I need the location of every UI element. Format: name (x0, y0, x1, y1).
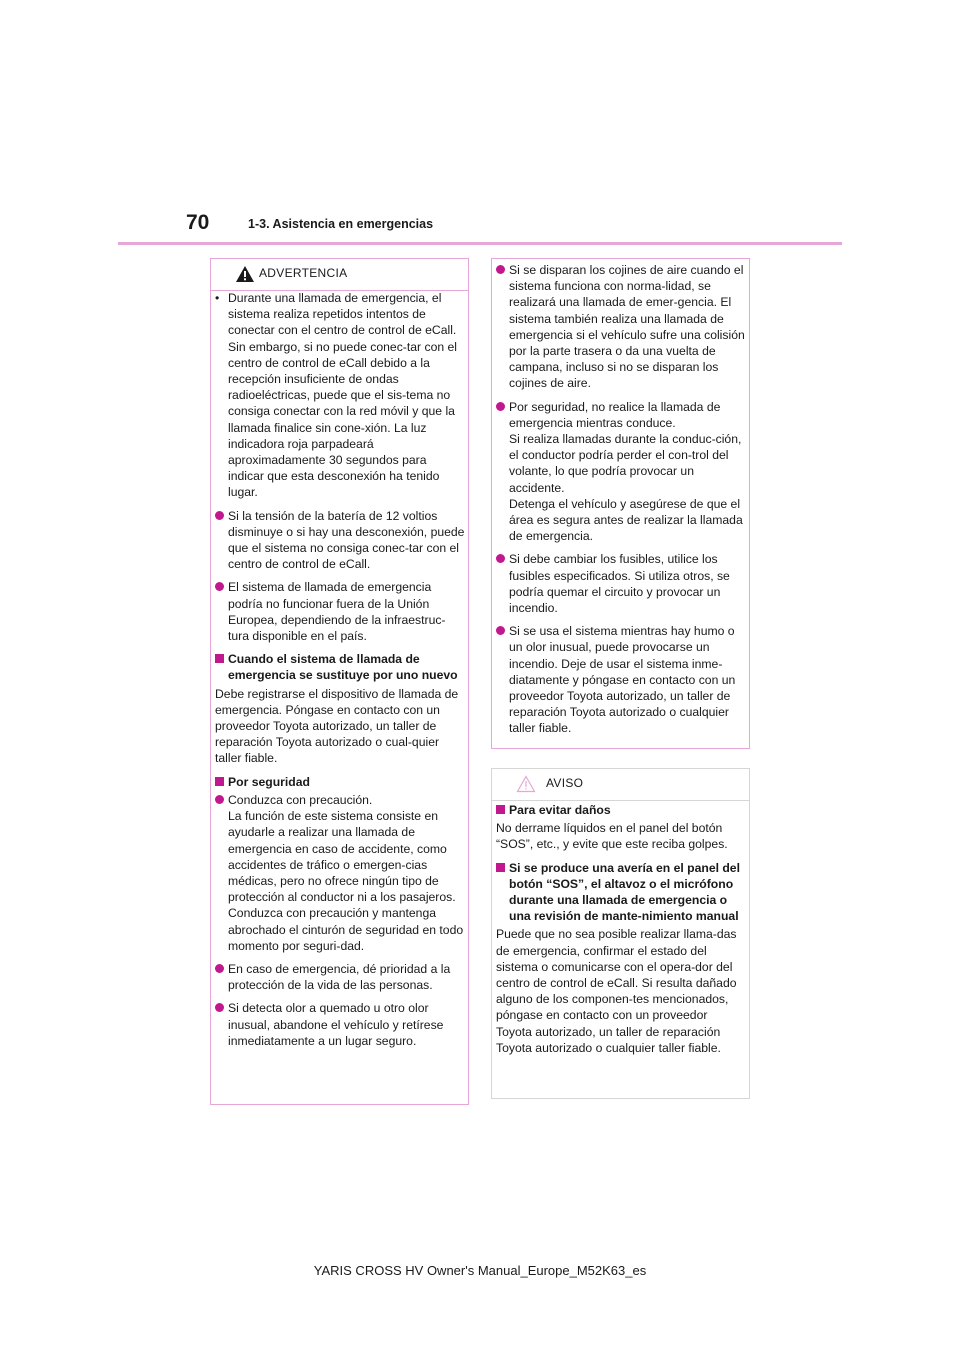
circle-bullet-icon (496, 554, 505, 563)
circle-bullet-icon (215, 964, 224, 973)
circle-bullet-icon (215, 511, 224, 520)
notice-content (496, 802, 746, 1063)
heading-text: Para evitar daños (509, 803, 611, 817)
list-item-text: Si debe cambiar los fusibles, utilice los fusibles especificados. Si utiliza otros, se podría quemar el circuito y provocar un incendio. (509, 552, 730, 616)
bullet-marker: • (215, 291, 220, 305)
page-number: 70 (186, 211, 210, 234)
subsection-heading (496, 860, 746, 925)
warning-right-content (496, 262, 746, 744)
square-bullet-icon (496, 863, 505, 872)
list-item-text: Detenga el vehículo y asegúrese de que el área es segura antes de realizar la llamada de emergencia. (509, 496, 743, 544)
warning-title: ADVERTENCIA (259, 266, 348, 280)
paragraph: Debe registrarse el dispositivo de llamada de emergencia. Póngase en contacto con un proveedor Toyota autorizado, un taller de reparación Toyota autorizado o cual-quier taller fiable. (215, 686, 459, 766)
list-item-text: Si detecta olor a quemado u otro olor inusual, abandone el vehículo y retírese inmediatamente a un lugar seguro. (228, 1001, 444, 1048)
square-bullet-icon (215, 777, 224, 786)
list-item (496, 262, 746, 392)
notice-title: AVISO (546, 776, 584, 790)
list-item-text: Durante una llamada de emergencia, el sistema realiza repetidos intentos de conectar con el centro de control de eCall. Sin embargo, si no puede conec-tar con el centro de control de eCall debido a la recepción insuficiente de ondas radioeléctricas, puede que el sis-tema no consiga conectar con la red móvil y que la llamada finalice sin cone-xión. La luz indicadora roja parpadeará aproximadamente 30 segundos para indicar que esta desconexión ha tenido lugar. (228, 291, 457, 500)
list-item-text: Si la tensión de la batería de 12 voltios disminuye o si hay una desconexión, puede que el sistema no consiga conec-tar con el centro de control de eCall. (228, 508, 465, 572)
list-item (215, 1000, 465, 1049)
paragraph: No derrame líquidos en el panel del botón “SOS”, etc., y evite que este reciba golpes. (496, 821, 728, 852)
list-item (496, 399, 746, 545)
list-item (215, 508, 465, 573)
footer-text: YARIS CROSS HV Owner's Manual_Europe_M52K63_es (313, 1263, 647, 1278)
list-item-text: Si se disparan los cojines de aire cuando el sistema funciona con norma-lidad, se realizará una llamada de emer-gencia. El sistema también realiza una llamada de emergencia si el vehículo sufre una colisión por la parte trasera o da una vuelta de campana, incluso si no se disparan los cojines de aire. (509, 263, 745, 391)
list-item-text: Por seguridad, no realice la llamada de emergencia mientras conduce. (509, 399, 721, 430)
paragraph: Puede que no sea posible realizar llama-das de emergencia, confirmar el estado del sistema o comunicarse con el opera-dor del centro de control de eCall. Si resulta dañado alguno de los componen-tes mencionados, póngase en contacto con un proveedor Toyota autorizado, un taller de reparación Toyota autorizado o cualquier taller fiable. (496, 927, 737, 1055)
circle-bullet-icon (215, 582, 224, 591)
subsection-heading (215, 774, 465, 790)
list-item (215, 792, 465, 954)
circle-bullet-icon (496, 402, 505, 411)
notice-header (492, 769, 749, 801)
list-item (496, 623, 746, 736)
list-item-text: Si realiza llamadas durante la conduc-ción, el conductor podría perder el con-trol del volante, lo que podría provocar un accidente. (509, 432, 742, 495)
heading-text: Por seguridad (228, 774, 310, 789)
subsection-heading (215, 651, 465, 683)
circle-bullet-icon (496, 265, 505, 274)
warning-left-content (215, 290, 465, 1056)
list-item-text: Conduzca con precaución. (228, 792, 373, 807)
circle-bullet-icon (215, 1003, 224, 1012)
list-item (215, 961, 465, 993)
list-item-text: La función de este sistema consiste en ayudarle a realizar una llamada de emergencia en caso de accidente, como accidentes de tráfico o emergen-cias médicas, pero no ofrece ningún tipo de protección al conductor ni a los pasajeros. Conduzca con precaución y mantenga abrochado el cinturón de seguridad en todo momento por seguri-dad. (228, 809, 464, 953)
heading-text: Si se produce una avería en el panel del botón “SOS”, el altavoz o el micrófono durante una llamada de emergencia o una revisión de mante-nimiento manual (509, 860, 740, 924)
list-item (496, 551, 746, 616)
list-item-text: En caso de emergencia, dé prioridad a la protección de la vida de las personas. (228, 961, 451, 993)
square-bullet-icon (496, 805, 505, 814)
list-item (215, 579, 465, 644)
subsection-heading (496, 802, 746, 818)
caution-triangle-outline-icon (516, 775, 536, 793)
square-bullet-icon (215, 654, 224, 663)
list-item-text: El sistema de llamada de emergencia podría no funcionar fuera de la Unión Europea, dependiendo de la infraestruc-tura disponible en el país. (228, 580, 446, 644)
list-item (215, 290, 465, 501)
circle-bullet-icon (496, 626, 505, 635)
list-item-text: Si se usa el sistema mientras hay humo o un olor inusual, puede provocarse un incendio. Deje de usar el sistema inme-diatamente y póngase en contacto con un proveedor Toyota autorizado, un taller de reparación Toyota autorizado o cualquier taller fiable. (509, 624, 736, 736)
circle-bullet-icon (215, 795, 224, 804)
section-title: 1-3. Asistencia en emergencias (248, 217, 434, 231)
warning-header (211, 259, 468, 291)
heading-text: Cuando el sistema de llamada de emergencia se sustituye por uno nuevo (228, 652, 458, 683)
header-rule (118, 242, 842, 245)
warning-triangle-icon (235, 265, 255, 283)
